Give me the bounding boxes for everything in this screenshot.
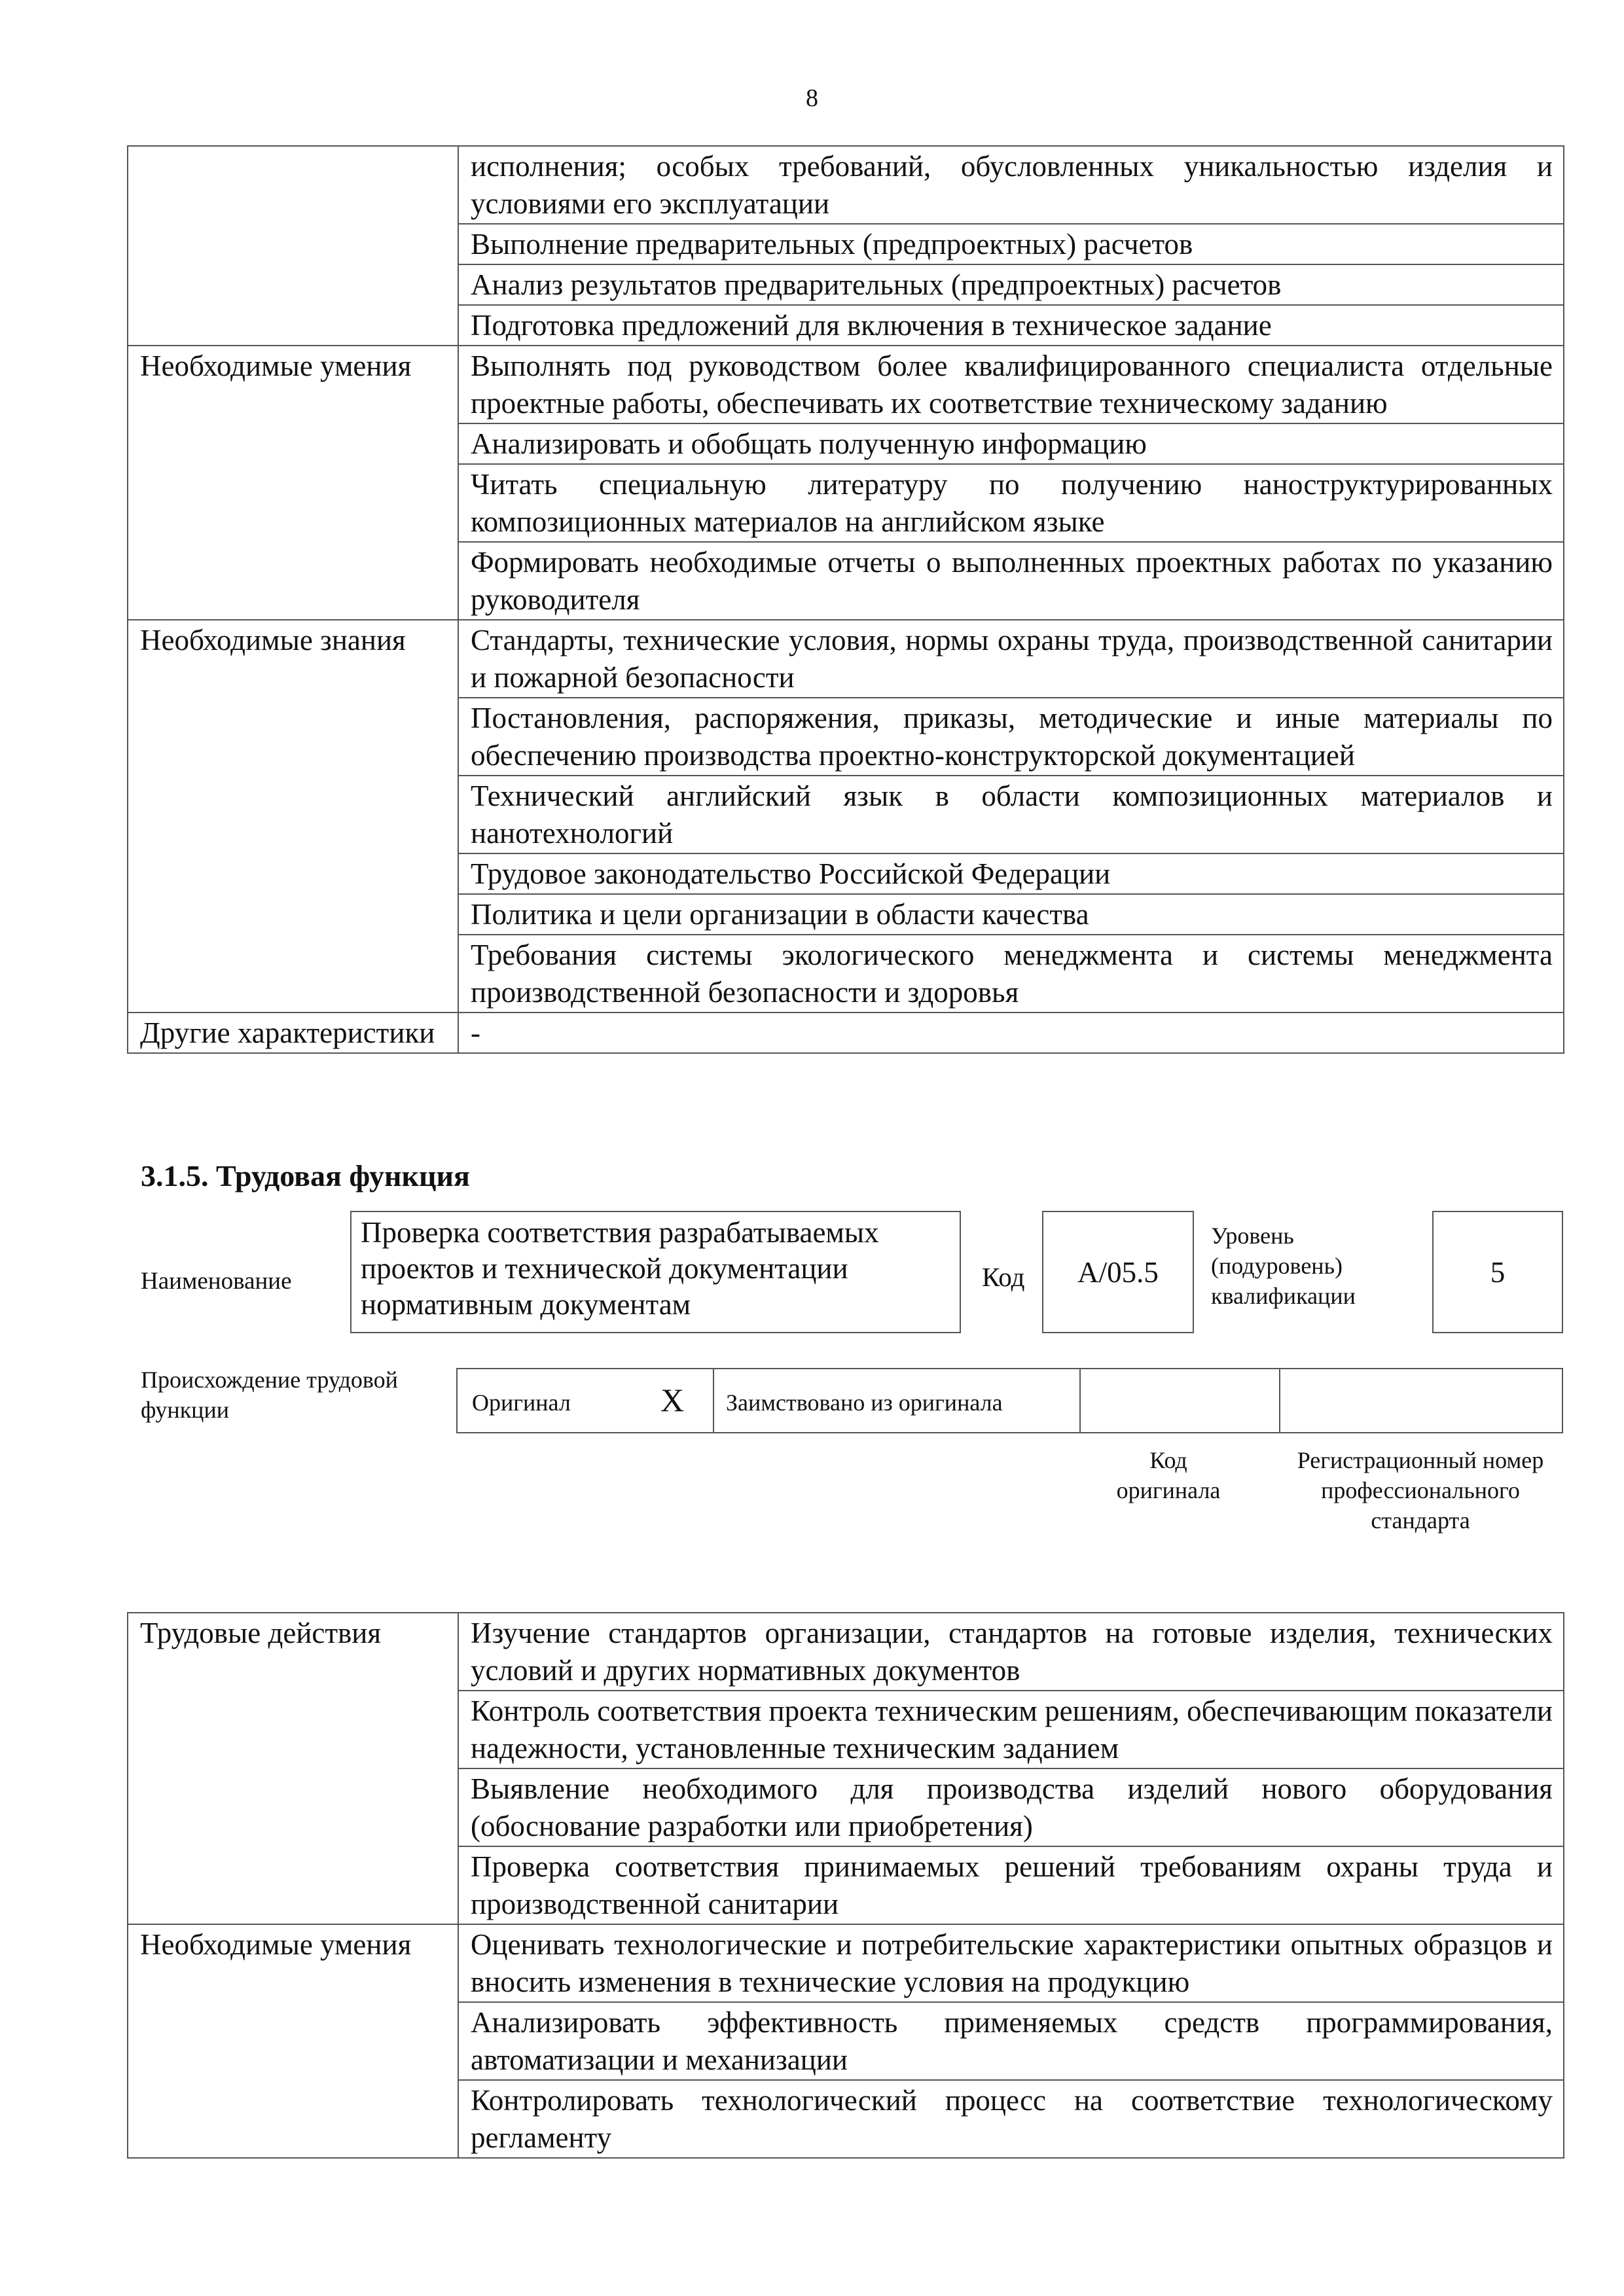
row-group-label: Трудовые действия — [128, 1613, 458, 1924]
table-cell: Изучение стандартов организации, стандартов на готовые изделия, технических условий и других нормативных документов — [458, 1613, 1564, 1691]
table-cell: Анализ результатов предварительных (предпроектных) расчетов — [458, 264, 1564, 305]
row-group-label: Другие характеристики — [128, 1013, 458, 1053]
row-group-label: Необходимые знания — [128, 620, 458, 1013]
level-label: Уровень (подуровень) квалификации — [1211, 1223, 1356, 1309]
function-name-box: Проверка соответствия разрабатываемых проектов и технической документации нормативным документам — [350, 1211, 961, 1333]
table-row — [128, 346, 1564, 423]
table-cell: Выявление необходимого для производства изделий нового оборудования (обоснование разработки или приобретения) — [458, 1768, 1564, 1846]
origin-mark: X — [660, 1382, 685, 1418]
table-cell: Проверка соответствия принимаемых решений требованиям охраны труда и производственной санитарии — [458, 1846, 1564, 1924]
page-number: 8 — [806, 84, 818, 112]
origin-original-text: Оригинал — [472, 1390, 571, 1416]
table-cell: Оценивать технологические и потребительские характеристики опытных образцов и вносить изменения в технические условия на продукцию — [458, 1924, 1564, 2002]
row-group-label: Необходимые умения — [128, 346, 458, 620]
origin-code-cell — [1081, 1369, 1280, 1432]
table-cell: Контролировать технологический процесс на соответствие технологическому регламенту — [458, 2080, 1564, 2158]
origin-code-caption: Код оригинала — [1116, 1447, 1221, 1503]
origin-original-cell — [458, 1369, 714, 1432]
origin-row — [456, 1368, 1563, 1433]
table-cell: Читать специальную литературу по получению наноструктурированных композиционных материалов на английском языке — [458, 464, 1564, 542]
origin-label: Происхождение трудовой функции — [141, 1367, 398, 1423]
table-cell: Политика и цели организации в области качества — [458, 894, 1564, 935]
table-row — [128, 146, 1564, 224]
table-cell: Формировать необходимые отчеты о выполненных проектных работах по указанию руководителя — [458, 542, 1564, 620]
origin-borrowed-text: Заимствовано из оригинала — [726, 1390, 1003, 1416]
table-row — [128, 620, 1564, 698]
table-cell: - — [458, 1013, 1564, 1053]
section-heading: 3.1.5. Трудовая функция — [141, 1159, 470, 1193]
table-row — [128, 1013, 1564, 1053]
table-cell: Анализировать эффективность применяемых средств программирования, автоматизации и механизации — [458, 2002, 1564, 2080]
table-cell: исполнения; особых требований, обусловленных уникальностью изделия и условиями его эксплуатации — [458, 146, 1564, 224]
row-group-label — [128, 146, 458, 346]
code-value-box: А/05.5 — [1042, 1211, 1194, 1333]
table-row — [128, 1613, 1564, 1691]
table-cell: Технический английский язык в области композиционных материалов и нанотехнологий — [458, 776, 1564, 853]
table-cell: Постановления, распоряжения, приказы, методические и иные материалы по обеспечению производства проектно-конструкторской документацией — [458, 698, 1564, 776]
table-cell: Анализировать и обобщать полученную информацию — [458, 423, 1564, 464]
origin-borrowed-cell — [714, 1369, 1081, 1432]
table-cell: Стандарты, технические условия, нормы охраны труда, производственной санитарии и пожарной безопасности — [458, 620, 1564, 698]
requirements-table — [127, 145, 1564, 1054]
row-group-label: Необходимые умения — [128, 1924, 458, 2158]
table-cell: Трудовое законодательство Российской Федерации — [458, 853, 1564, 894]
code-label: Код — [982, 1262, 1025, 1292]
actions-table — [127, 1612, 1564, 2159]
name-label: Наименование — [141, 1268, 292, 1295]
table-cell: Выполнение предварительных (предпроектных) расчетов — [458, 224, 1564, 264]
table-cell: Контроль соответствия проекта техническим решениям, обеспечивающим показатели надежности, установленные техническим заданием — [458, 1691, 1564, 1768]
level-value-box: 5 — [1432, 1211, 1563, 1333]
table-cell: Требования системы экологического менеджмента и системы менеджмента производственной безопасности и здоровья — [458, 935, 1564, 1013]
origin-reg-caption: Регистрационный номер профессионального стандарта — [1297, 1447, 1544, 1534]
table-cell: Подготовка предложений для включения в техническое задание — [458, 305, 1564, 346]
origin-reg-cell — [1280, 1369, 1562, 1432]
table-row — [128, 1924, 1564, 2002]
table-cell: Выполнять под руководством более квалифицированного специалиста отдельные проектные работы, обеспечивать их соответствие техническому заданию — [458, 346, 1564, 423]
